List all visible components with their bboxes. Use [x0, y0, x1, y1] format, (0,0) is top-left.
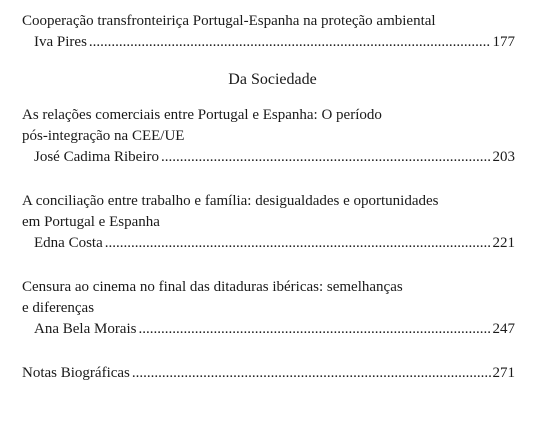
entry-title: Cooperação transfronteiriça Portugal-Espanha na proteção ambiental — [22, 13, 436, 29]
entry-author: Iva Pires — [34, 34, 87, 50]
table-of-contents — [22, 11, 515, 407]
toc-entry — [22, 191, 515, 254]
entry-title: Censura ao cinema no final das ditaduras ibéricas: semelhanças — [22, 279, 403, 295]
dot-leader — [161, 147, 491, 168]
section-heading: Da Sociedade — [228, 71, 317, 88]
entry-page-number: 203 — [492, 149, 515, 165]
entry-title: pós-integração na CEE/UE — [22, 128, 185, 144]
entry-title: e diferenças — [22, 300, 95, 316]
entry-author-line — [22, 32, 515, 53]
dot-leader — [132, 363, 491, 384]
toc-entry — [22, 277, 515, 340]
entry-title: A conciliação entre trabalho e família: desigualdades e oportunidades — [22, 193, 439, 209]
entry-author-line — [22, 147, 515, 168]
entry-label: Notas Biográficas — [22, 365, 130, 381]
entry-page-number: 177 — [492, 34, 515, 50]
dot-leader — [105, 233, 491, 254]
entry-page-number: 271 — [492, 365, 515, 381]
entry-title: em Portugal e Espanha — [22, 214, 160, 230]
entry-title: As relações comerciais entre Portugal e Espanha: O período — [22, 107, 382, 123]
toc-entry — [22, 105, 515, 168]
entry-label-line — [22, 363, 515, 384]
entry-author: José Cadima Ribeiro — [34, 149, 159, 165]
toc-entry-final — [22, 363, 515, 384]
entry-author: Ana Bela Morais — [34, 321, 137, 337]
entry-page-number: 221 — [492, 235, 515, 251]
toc-entry — [22, 11, 515, 53]
entry-author: Edna Costa — [34, 235, 103, 251]
dot-leader — [89, 32, 491, 53]
dot-leader — [138, 319, 490, 340]
entry-author-line — [22, 319, 515, 340]
entry-page-number: 247 — [492, 321, 515, 337]
entry-author-line — [22, 233, 515, 254]
